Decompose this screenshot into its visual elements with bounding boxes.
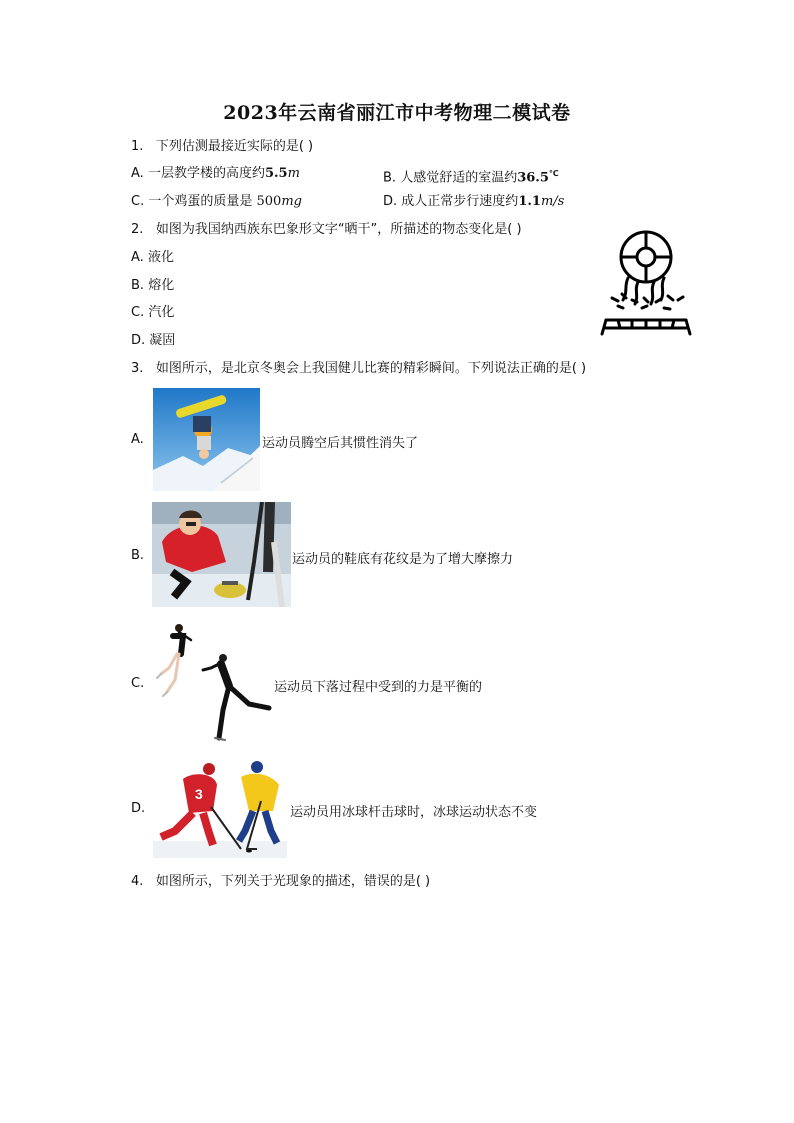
option-letter: D. (131, 333, 146, 348)
option-value: 1.1 (518, 194, 541, 209)
option-letter: A. (131, 166, 144, 181)
option-value: 36.5 (517, 170, 549, 186)
option-text: 人感觉舒适的室温约 (400, 170, 518, 186)
q2-option-a (131, 249, 174, 267)
question-1 (131, 138, 313, 156)
q3-option-c-letter: C. (131, 676, 145, 691)
option-unit: m (287, 166, 300, 181)
q3-option-a-letter: A. (131, 432, 144, 447)
q2-option-d (131, 332, 175, 350)
option-letter: D. (383, 194, 398, 209)
option-letter: A. (131, 250, 144, 265)
option-letter: C. (131, 305, 145, 320)
q3-option-d-letter: D. (131, 801, 146, 816)
question-4 (131, 873, 430, 891)
curling-photo (152, 502, 291, 607)
option-value: 5.5 (264, 166, 288, 181)
dongba-pictograph-image (598, 228, 694, 340)
q2-option-c (131, 304, 174, 322)
option-letter: C. (131, 194, 145, 209)
question-stem: 如图为我国纳西族东巴象形文字“晒干”，所描述的物态变化是( ) (155, 222, 522, 237)
question-stem: 如图所示，是北京冬奥会上我国健儿比赛的精彩瞬间。下列说法正确的是( ) (155, 361, 587, 376)
ice-hockey-photo (153, 757, 287, 858)
q1-option-c (131, 193, 302, 211)
q3-option-b-letter: B. (131, 548, 145, 563)
question-number: 4. (131, 874, 144, 889)
question-stem: 下列估测最接近实际的是( ) (155, 139, 314, 154)
q3-option-a-text: 运动员腾空后其惯性消失了 (262, 436, 419, 451)
svg-text:3: 3 (195, 786, 203, 802)
question-2 (131, 221, 522, 239)
option-text: 液化 (147, 250, 174, 265)
option-text: 汽化 (148, 305, 175, 320)
option-unit: mg (281, 194, 302, 209)
question-number: 1. (131, 139, 144, 154)
option-text: 熔化 (148, 278, 175, 293)
q2-option-b (131, 277, 174, 295)
question-number: 2. (131, 222, 144, 237)
q1-option-a (131, 165, 300, 183)
question-stem: 如图所示，下列关于光现象的描述，错误的是( ) (155, 874, 431, 889)
option-letter: B. (131, 278, 145, 293)
option-text: 一个鸡蛋的质量是 (148, 194, 257, 209)
option-value: 500 (256, 194, 282, 209)
option-unit: ℃ (548, 169, 559, 178)
option-unit: m/s (540, 194, 565, 209)
page-title: 2023年云南省丽江市中考物理二模试卷 (223, 102, 571, 124)
q3-option-d-text: 运动员用冰球杆击球时，冰球运动状态不变 (290, 805, 538, 820)
option-text: 成人正常步行速度约 (401, 194, 519, 209)
option-letter: B. (383, 170, 397, 186)
question-3 (131, 360, 586, 378)
snowboarder-photo (153, 388, 260, 491)
question-number: 3. (131, 361, 144, 376)
q3-option-b-text: 运动员的鞋底有花纹是为了增大摩擦力 (292, 552, 514, 567)
q1-option-d (383, 193, 564, 211)
figure-skaters-photo (153, 620, 273, 742)
q1-option-b (383, 165, 559, 187)
option-text: 一层教学楼的高度约 (147, 166, 265, 181)
option-text: 凝固 (149, 333, 176, 348)
q3-option-c-text: 运动员下落过程中受到的力是平衡的 (274, 680, 483, 695)
